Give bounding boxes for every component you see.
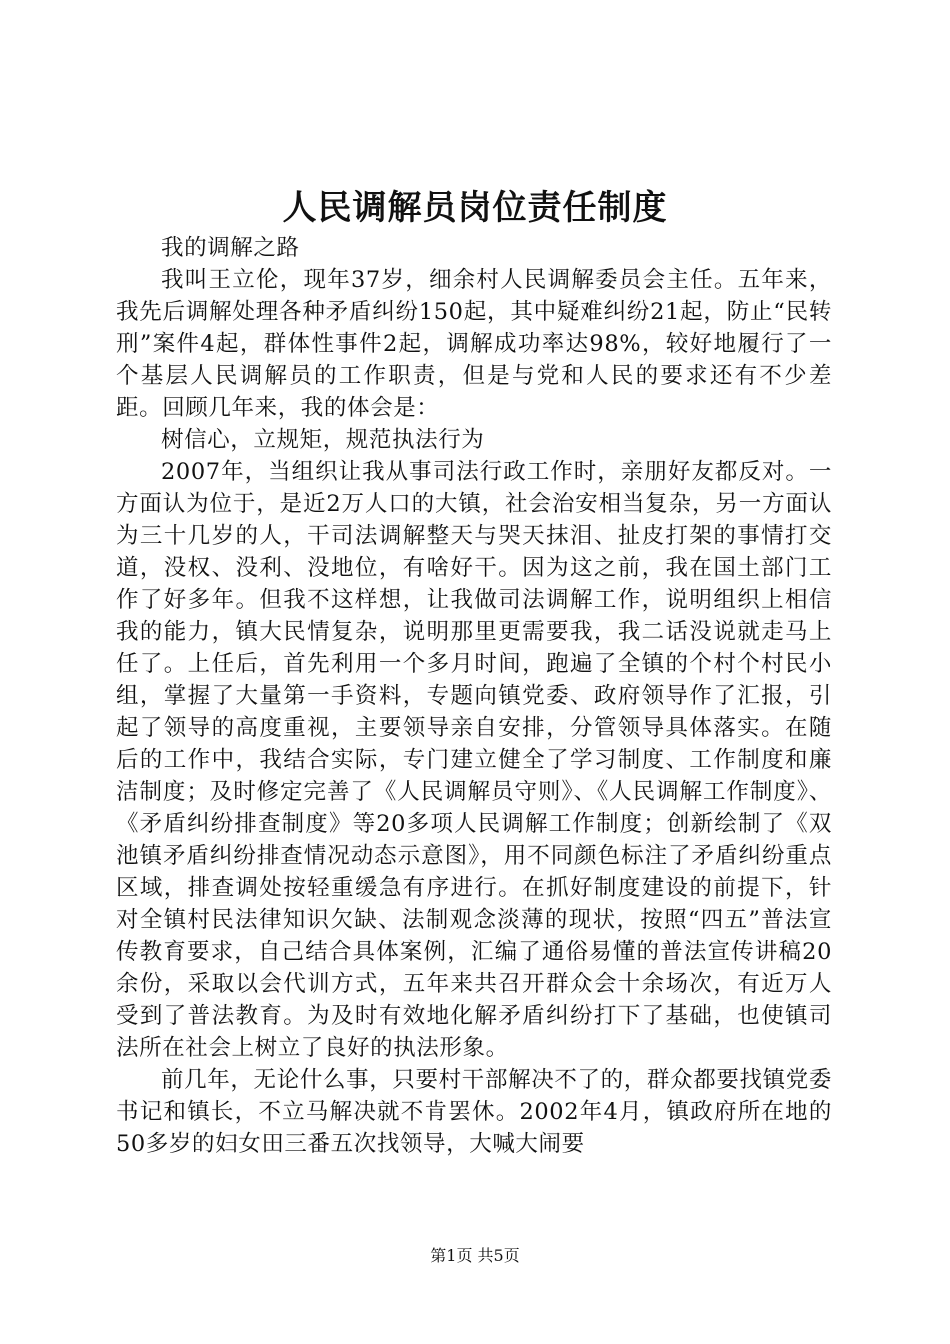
paragraph-continued: 前几年，无论什么事，只要村干部解决不了的，群众都要找镇党委书记和镇长，不立马解决就不肯罢休。2002年4月，镇政府所在地的50多岁的妇女田三番五次找领导，大喊大闹要 [116,1067,832,1157]
page-footer: 第1页 共5页 [430,1246,520,1265]
document-title: 人民调解员岗位责任制度 [282,188,668,228]
paragraph-subtitle: 我的调解之路 [161,235,300,261]
paragraph-main: 2007年，当组织让我从事司法行政工作时，亲朋好友都反对。一方面认为位于，是近2万人口的大镇，社会治安相当复杂，另一方面认为三十几岁的人，干司法调解整天与哭天抹泪、扯皮打架的事情打交道，没权、没利、没地位，有啥好干。因为这之前，我在国土部门工作了好多年。但我不这样想，让我做司法调解工作，说明组织上相信我的能力，镇大民情复杂，说明那里更需要我，我二话没说就走马上任了。上任后，首先利用一个多月时间，跑遍了全镇的个村个村民小组，掌握了大量第一手资料，专题向镇党委、政府领导作了汇报，引起了领导的高度重视，主要领导亲自安排，分管领导具体落实。在随后的工作中，我结合实际，专门建立健全了学习制度、工作制度和廉洁制度；及时修定完善了《人民调解员守则》、《人民调解工作制度》、《矛盾纠纷排查制度》等20多项人民调解工作制度；创新绘制了《双池镇矛盾纠纷排查情况动态示意图》，用不同颜色标注了矛盾纠纷重点区域，排查调处按轻重缓急有序进行。在抓好制度建设的前提下，针对全镇村民法律知识欠缺、法制观念淡薄的现状，按照“四五”普法宣传教育要求，自己结合具体案例，汇编了通俗易懂的普法宣传讲稿20余份，采取以会代训方式，五年来共召开群众会十余场次，有近万人受到了普法教育。为及时有效地化解矛盾纠纷打下了基础，也使镇司法所在社会上树立了良好的执法形象。 [116,459,832,1061]
paragraph-intro: 我叫王立伦，现年37岁，细余村人民调解委员会主任。五年来，我先后调解处理各种矛盾纠纷150起，其中疑难纠纷21起，防止“民转刑”案件4起，群体性事件2起，调解成功率达98%，较好地履行了一个基层人民调解员的工作职责，但是与党和人民的要求还有不少差距。回顾几年来，我的体会是： [116,267,832,421]
document-body [116,232,832,1160]
paragraph-heading: 树信心，立规矩，规范执法行为 [161,427,485,453]
